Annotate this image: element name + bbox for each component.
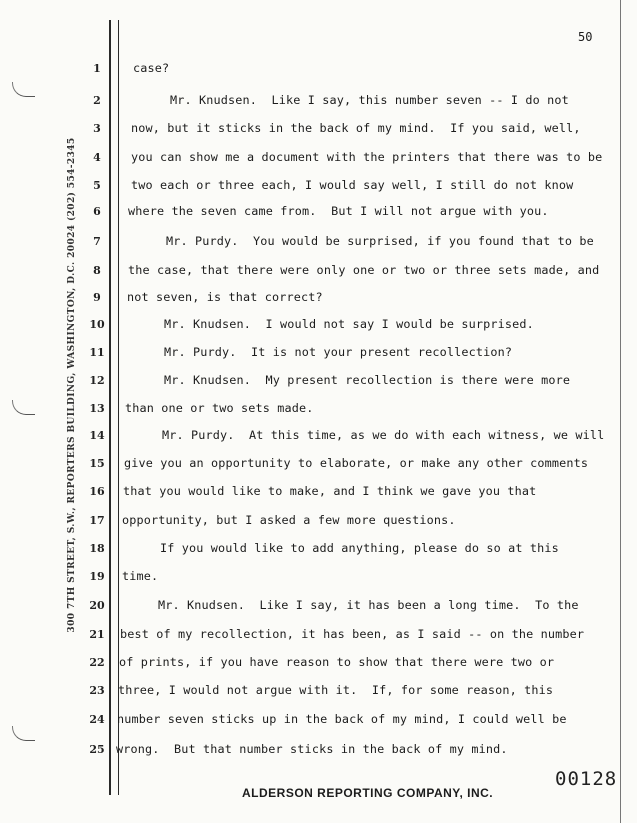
line-text: the case, that there were only one or two or three sets made, and bbox=[128, 263, 600, 277]
line-number: 3 bbox=[93, 122, 101, 135]
bates-stamp: 00128 bbox=[555, 768, 618, 790]
line-number: 18 bbox=[89, 542, 105, 555]
line-text: time. bbox=[122, 569, 159, 583]
line-text: give you an opportunity to elaborate, or make any other comments bbox=[124, 456, 589, 470]
line-number: 22 bbox=[89, 656, 105, 669]
line-text: Mr. Knudsen. My present recollection is there were more bbox=[164, 373, 571, 387]
line-text: If you would like to add anything, please do so at this bbox=[160, 541, 559, 555]
line-text: Mr. Purdy. You would be surprised, if you found that to be bbox=[166, 234, 594, 248]
line-number: 2 bbox=[93, 94, 101, 107]
line-number: 24 bbox=[89, 713, 105, 726]
left-margin-rule-inner bbox=[118, 20, 119, 795]
binder-hole-mark bbox=[12, 726, 35, 741]
line-number: 5 bbox=[93, 179, 101, 192]
line-number: 11 bbox=[89, 346, 105, 359]
line-number: 23 bbox=[89, 684, 105, 697]
line-text: than one or two sets made. bbox=[125, 401, 314, 415]
line-text: two each or three each, I would say well, I still do not know bbox=[131, 178, 574, 192]
line-number: 10 bbox=[89, 318, 105, 331]
line-text: best of my recollection, it has been, as I said -- on the number bbox=[120, 627, 585, 641]
line-text: number seven sticks up in the back of my mind, I could well be bbox=[117, 712, 567, 726]
line-number: 1 bbox=[93, 62, 101, 75]
line-number: 9 bbox=[93, 291, 101, 304]
line-number: 12 bbox=[89, 374, 105, 387]
line-number: 13 bbox=[89, 402, 105, 415]
page-number: 50 bbox=[578, 30, 593, 44]
line-text: Mr. Knudsen. Like I say, this number seven -- I do not bbox=[170, 93, 569, 107]
line-number: 15 bbox=[89, 457, 105, 470]
line-number: 16 bbox=[89, 485, 105, 498]
line-text: that you would like to make, and I think we gave you that bbox=[123, 484, 537, 498]
line-text: Mr. Purdy. At this time, as we do with each witness, we will bbox=[162, 428, 605, 442]
left-margin-rule bbox=[109, 20, 111, 795]
line-text: Mr. Purdy. It is not your present recollection? bbox=[164, 345, 513, 359]
line-number: 6 bbox=[93, 205, 101, 218]
line-text: opportunity, but I asked a few more questions. bbox=[122, 513, 456, 527]
line-text: three, I would not argue with it. If, for some reason, this bbox=[118, 683, 554, 697]
line-text: Mr. Knudsen. Like I say, it has been a long time. To the bbox=[158, 598, 579, 612]
line-number: 4 bbox=[93, 151, 101, 164]
footer-company-name: ALDERSON REPORTING COMPANY, INC. bbox=[242, 786, 494, 800]
line-text: not seven, is that correct? bbox=[127, 290, 323, 304]
right-margin-rule bbox=[620, 0, 621, 823]
line-number: 8 bbox=[93, 264, 101, 277]
line-number: 20 bbox=[89, 599, 105, 612]
line-number: 25 bbox=[89, 743, 105, 756]
reporter-address-vertical: 300 7TH STREET, S.W., REPORTERS BUILDING, WASHINGTON, D.C. 20024 (202) 554-2345 bbox=[67, 137, 77, 633]
line-number: 14 bbox=[89, 429, 105, 442]
binder-hole-mark bbox=[12, 82, 35, 97]
line-text: of prints, if you have reason to show that there were two or bbox=[119, 655, 555, 669]
line-number: 7 bbox=[93, 235, 101, 248]
line-text: you can show me a document with the printers that there was to be bbox=[131, 150, 603, 164]
line-number: 17 bbox=[89, 514, 105, 527]
line-number: 19 bbox=[89, 570, 105, 583]
line-text: now, but it sticks in the back of my mind. If you said, well, bbox=[131, 121, 581, 135]
line-text: case? bbox=[133, 61, 170, 75]
line-text: wrong. But that number sticks in the back of my mind. bbox=[116, 742, 508, 756]
binder-hole-mark bbox=[12, 400, 35, 415]
line-number: 21 bbox=[89, 628, 105, 641]
line-text: Mr. Knudsen. I would not say I would be surprised. bbox=[164, 317, 534, 331]
line-text: where the seven came from. But I will not argue with you. bbox=[128, 204, 549, 218]
